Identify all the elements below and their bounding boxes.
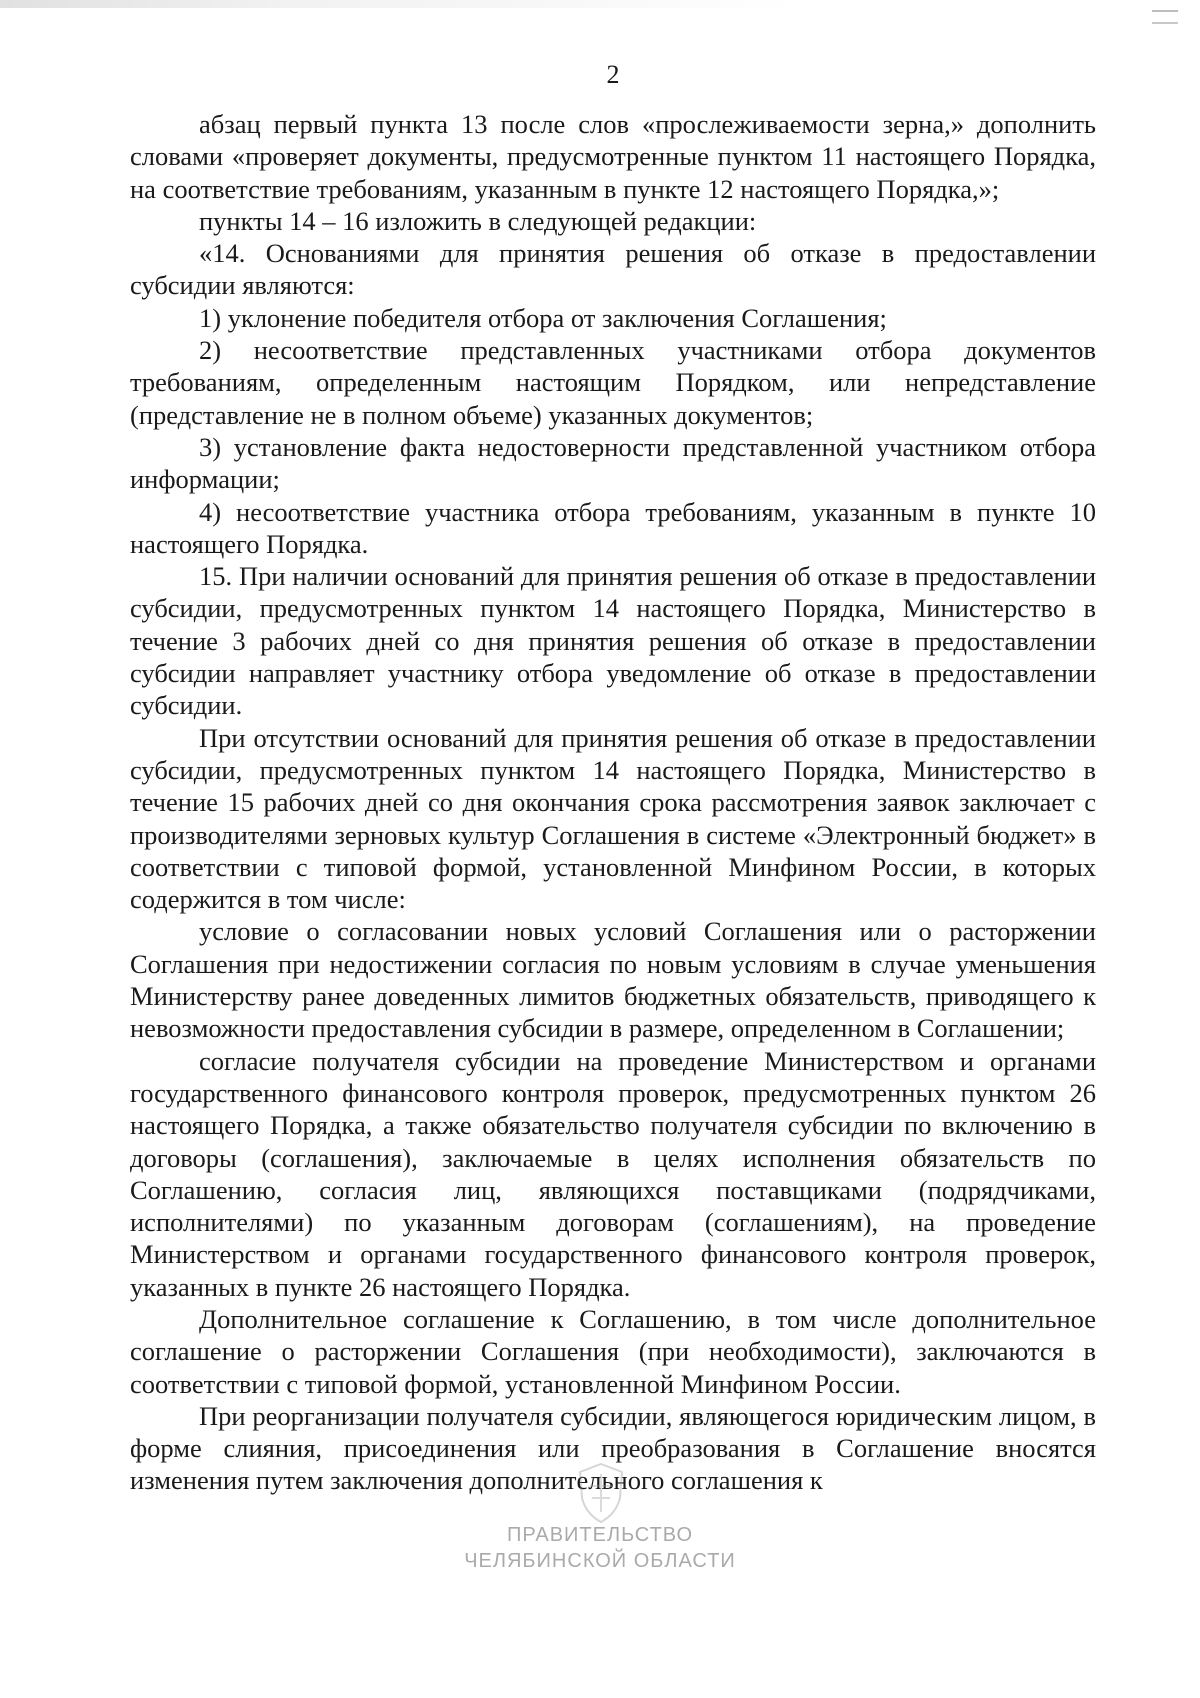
document-body xyxy=(130,108,1096,1497)
paragraph: При отсутствии оснований для принятия решения об отказе в предоставлении субсидии, предусмотренных пунктом 14 настоящего Порядка, Министерство в течение 15 рабочих дней со дня окончания срока рассмотрения заявок заключает с производителями зерновых культур Соглашения в системе «Электронный бюджет» в соответствии с типовой формой, установленной Минфином России, в которых содержится в том числе: xyxy=(130,722,1096,915)
stamp-line-1: ПРАВИТЕЛЬСТВО xyxy=(506,1524,694,1546)
paragraph: 15. При наличии оснований для принятия решения об отказе в предоставлении субсидии, предусмотренных пунктом 14 настоящего Порядка, Министерство в течение 3 рабочих дней со дня принятия решения об отказе в предоставлении субсидии направляет участнику отбора уведомление об отказе в предоставлении субсидии. xyxy=(130,561,1096,721)
scan-artifact-top xyxy=(0,0,800,8)
government-stamp xyxy=(0,1522,1200,1574)
paragraph: «14. Основаниями для принятия решения об отказе в предоставлении субсидии являются: xyxy=(130,238,1096,301)
paragraph: условие о согласовании новых условий Соглашения или о расторжении Соглашения при недостижении согласия по новым условиям в случае уменьшения Министерству ранее доведенных лимитов бюджетных обязательств, приводящего к невозможности предоставления субсидии в размере, определенном в Соглашении; xyxy=(130,916,1096,1044)
page-number: 2 xyxy=(606,60,620,89)
paragraph: 2) несоответствие представленных участниками отбора документов требованиям, определенным настоящим Порядком, или непредставление (представление не в полном объеме) указанных документов; xyxy=(130,335,1096,430)
paragraph: пункты 14 – 16 изложить в следующей редакции: xyxy=(199,205,757,236)
paragraph: 4) несоответствие участника отбора требованиям, указанным в пункте 10 настоящего Порядка. xyxy=(130,496,1096,559)
paragraph: абзац первый пункта 13 после слов «прослеживаемости зерна,» дополнить словами «проверяет документы, предусмотренные пунктом 11 настоящего Порядка, на соответствие требованиям, указанным в пункте 12 настоящего Порядка,»; xyxy=(130,109,1096,204)
paragraph: 1) уклонение победителя отбора от заключения Соглашения; xyxy=(199,302,887,333)
paragraph: Дополнительное соглашение к Соглашению, в том числе дополнительное соглашение о расторжении Соглашения (при необходимости), заключаются в соответствии с типовой формой, установленной Минфином России. xyxy=(130,1303,1096,1399)
scan-artifact-mark xyxy=(1152,10,1178,24)
coat-of-arms-watermark-icon xyxy=(566,1458,636,1528)
document-page xyxy=(130,58,1096,1497)
stamp-line-2: ЧЕЛЯБИНСКОЙ ОБЛАСТИ xyxy=(464,1550,736,1572)
paragraph: При реорганизации получателя субсидии, являющегося юридическим лицом, в форме слияния, присоединения или преобразования в Соглашение вносятся изменения путем заключения дополнительного соглашения к xyxy=(130,1400,1096,1496)
paragraph: согласие получателя субсидии на проведение Министерством и органами государственного финансового контроля проверок, предусмотренных пунктом 26 настоящего Порядка, а также обязательство получателя субсидии по включению в договоры (соглашения), заключаемые в целях исполнения обязательств по Соглашению, согласия лиц, являющихся поставщиками (подрядчиками, исполнителями) по указанным договорам (соглашениям), на проведение Министерством и органами государственного финансового контроля проверок, указанных в пункте 26 настоящего Порядка. xyxy=(130,1045,1096,1302)
paragraph: 3) установление факта недостоверности представленной участником отбора информации; xyxy=(130,431,1096,495)
